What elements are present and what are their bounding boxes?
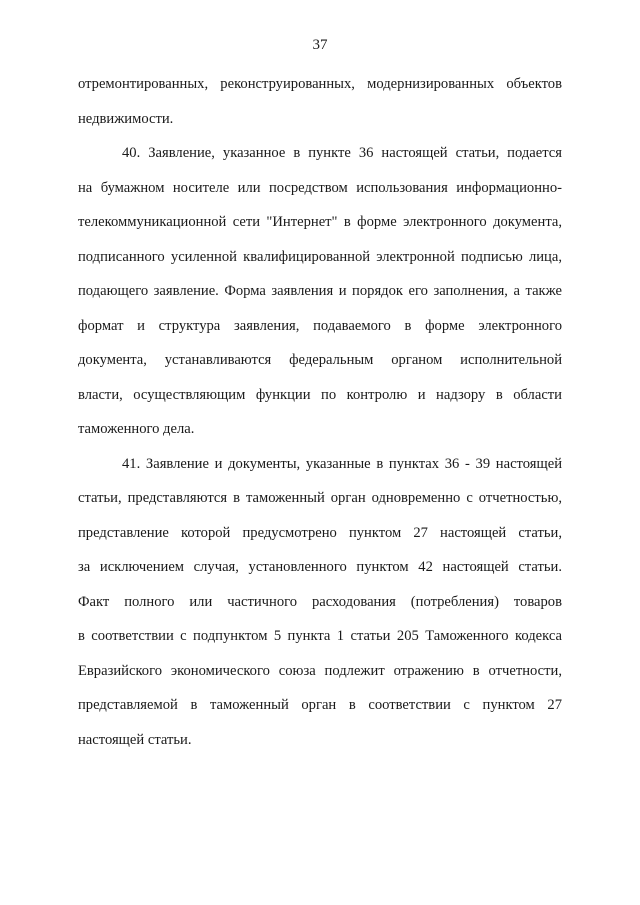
- paragraph-line: отремонтированных, реконструированных, модернизированных объектов: [78, 76, 562, 92]
- paragraph-line: власти, осуществляющим функции по контролю и надзору в области: [78, 386, 562, 403]
- paragraph-line: статьи, представляются в таможенный орган одновременно с отчетностью,: [78, 490, 562, 506]
- paragraph-line: телекоммуникационной сети "Интернет" в форме электронного документа,: [78, 214, 562, 230]
- paragraph-line: 40. Заявление, указанное в пункте 36 настоящей статьи, подается: [122, 145, 562, 161]
- paragraph-line: представляемой в таможенный орган в соответствии с пунктом 27: [78, 697, 562, 713]
- paragraph-line: 41. Заявление и документы, указанные в пунктах 36 - 39 настоящей: [122, 455, 562, 472]
- paragraph-line: подающего заявление. Форма заявления и порядок его заполнения, а также: [78, 283, 562, 299]
- paragraph-line: на бумажном носителе или посредством использования информационно-: [78, 179, 562, 196]
- paragraph-line: Евразийского экономического союза подлежит отражению в отчетности,: [78, 662, 562, 679]
- paragraph: [78, 143, 562, 454]
- paragraph-line: Факт полного или частичного расходования (потребления) товаров: [78, 593, 562, 610]
- paragraph-line: настоящей статьи.: [78, 731, 192, 748]
- paragraph-line: подписанного усиленной квалифицированной электронной подписью лица,: [78, 248, 562, 265]
- paragraph-line: недвижимости.: [78, 110, 174, 127]
- paragraph: [78, 454, 562, 765]
- paragraph: [78, 74, 562, 143]
- paragraph-line: за исключением случая, установленного пунктом 42 настоящей статьи.: [78, 559, 562, 575]
- paragraph-line: в соответствии с подпунктом 5 пункта 1 статьи 205 Таможенного кодекса: [78, 628, 562, 644]
- paragraph-line: документа, устанавливаются федеральным органом исполнительной: [78, 352, 562, 368]
- page-number: 37: [312, 37, 328, 53]
- paragraph-line: представление которой предусмотрено пунктом 27 настоящей статьи,: [78, 524, 562, 541]
- document-body: [78, 74, 562, 764]
- paragraph-line: таможенного дела.: [78, 421, 195, 437]
- paragraph-line: формат и структура заявления, подаваемого в форме электронного: [78, 317, 562, 334]
